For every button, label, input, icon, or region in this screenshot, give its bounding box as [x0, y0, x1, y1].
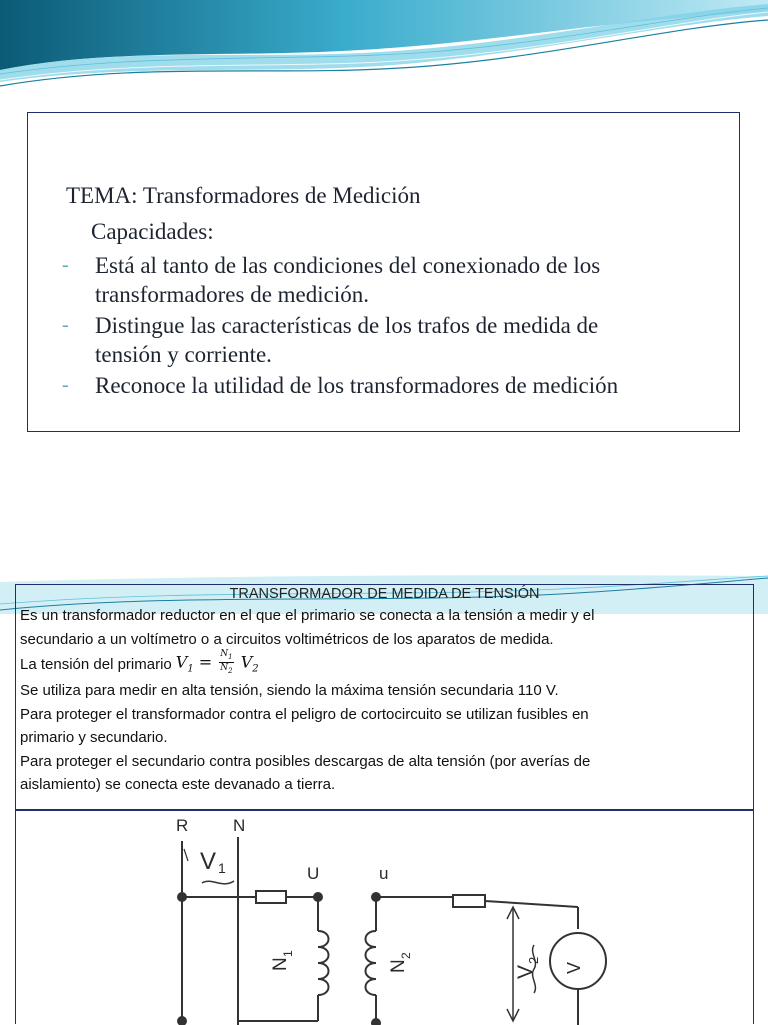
label-terminal-u: u — [379, 864, 389, 883]
label-n1: N — [270, 957, 291, 971]
medida-title: TRANSFORMADOR DE MEDIDA DE TENSIÓN — [229, 586, 540, 602]
formula-lhs: V — [175, 652, 188, 672]
bullet-dash: - — [62, 314, 69, 336]
capacidad-item — [62, 311, 732, 369]
paragraph-line: Es un transformador reductor en el que el primario se conecta a la tensión a medir y el — [20, 607, 595, 624]
label-n2-sub: 2 — [399, 952, 413, 959]
capacidades-list — [62, 251, 732, 402]
primary-winding — [318, 931, 329, 995]
tema-title: TEMA: Transformadores de Medición — [66, 183, 421, 208]
primary-fuse — [256, 891, 286, 903]
label-n1-sub: 1 — [281, 950, 295, 957]
capacidad-text-line2: tensión y corriente. — [95, 342, 272, 367]
label-v2: V — [514, 964, 537, 979]
formula-label: La tensión del primario — [20, 656, 172, 674]
fraction-numerator: N — [220, 649, 229, 660]
formula-line — [20, 651, 753, 679]
circuit-diagram-box — [15, 810, 754, 1024]
voltmeter-circle — [550, 933, 606, 989]
paragraph-line: secundario a un voltímetro o a circuitos voltimétricos de los aparatos de medida. — [20, 630, 554, 648]
paragraph-line: primario y secundario. — [20, 729, 168, 746]
label-n: N — [233, 816, 246, 835]
paragraph-line: Se utiliza para medir en alta tensión, siendo la máxima tensión secundaria 110 V. — [20, 682, 559, 699]
formula: $V_1$ = $\frac{N_1}{N_2}$ $V_2$ — [175, 649, 259, 675]
label-n2: N — [388, 959, 409, 973]
capacidad-text-line2: transformadores de medición. — [95, 282, 369, 307]
paragraph-line: Para proteger el transformador contra el peligro de cortocircuito se utilizan fusibles en — [20, 705, 589, 723]
medida-text-box — [15, 584, 754, 810]
formula-rhs: V — [240, 652, 253, 672]
formula-lhs-sub: 1 — [187, 663, 194, 675]
capacidad-text-line1: Distingue las características de los trafos de medida de — [95, 313, 599, 338]
label-terminal-U: U — [307, 864, 320, 883]
circuit-diagram — [16, 811, 755, 1025]
voltmeter-symbol: V — [564, 961, 584, 974]
tema-content-box — [27, 112, 740, 432]
label-v1: V — [200, 848, 217, 875]
numerator-sub: 1 — [228, 652, 233, 661]
formula-fraction — [219, 649, 233, 677]
capacidad-text-line1: Reconoce la utilidad de los transformadores de medición — [95, 373, 619, 398]
fraction-denominator: N — [220, 662, 229, 673]
label-v2-sub: 2 — [526, 956, 541, 964]
capacidad-item — [62, 251, 732, 309]
label-v1-sub: 1 — [218, 860, 226, 876]
bullet-dash: - — [62, 374, 69, 396]
formula-rhs-sub: 2 — [252, 663, 259, 675]
paragraph-line: Para proteger el secundario contra posibles descargas de alta tensión (por averías de — [20, 752, 591, 770]
paragraph-line: aislamiento) se conecta este devanado a tierra. — [20, 776, 336, 793]
denominator-sub: 2 — [228, 666, 233, 675]
header-wave-decoration — [0, 0, 768, 95]
bullet-dash: - — [62, 254, 69, 276]
secondary-fuse — [453, 895, 485, 907]
label-r: R — [176, 816, 189, 835]
capacidad-item — [62, 371, 732, 400]
capacidad-text-line1: Está al tanto de las condiciones del conexionado de los — [95, 253, 601, 278]
secondary-winding — [366, 931, 377, 995]
capacidades-heading: Capacidades: — [91, 219, 214, 244]
